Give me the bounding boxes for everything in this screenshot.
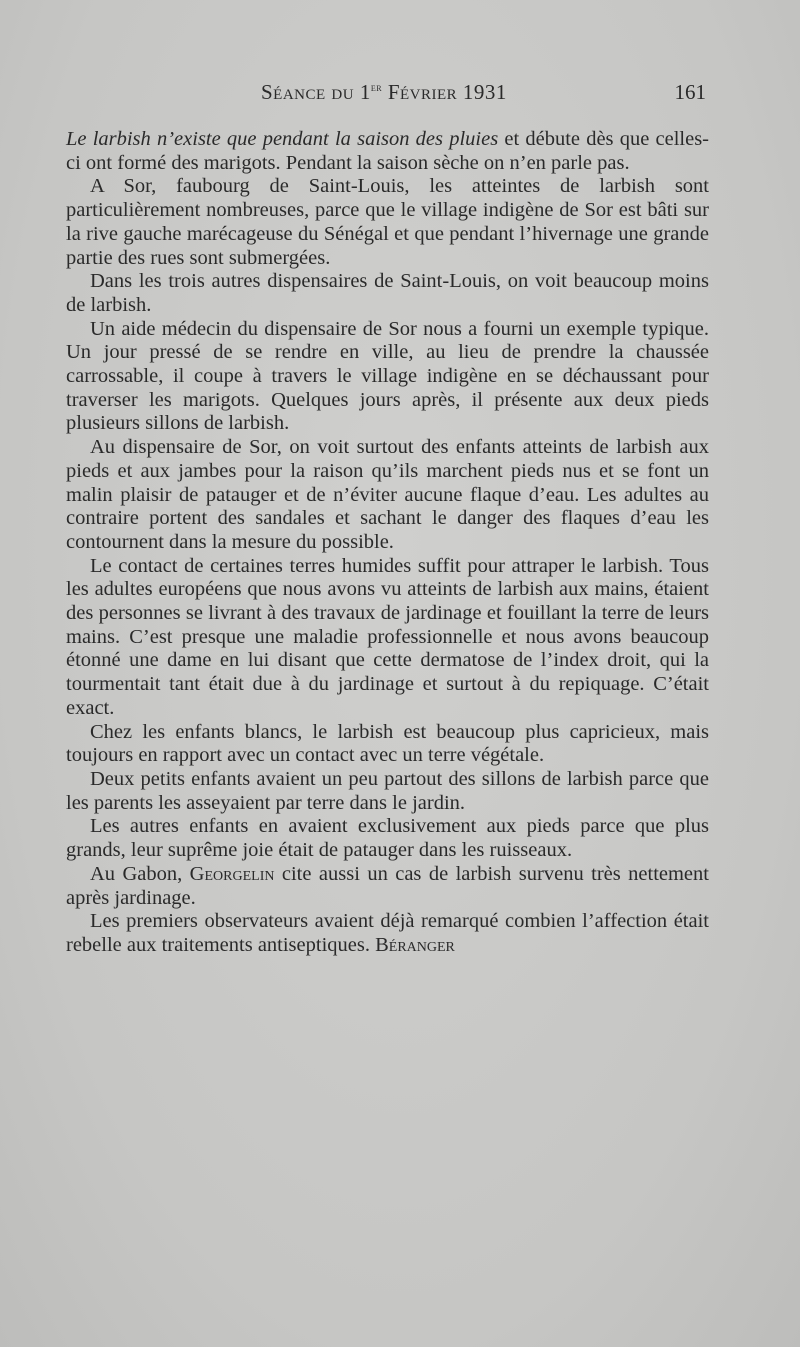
author-name-beranger: Béranger	[375, 933, 455, 956]
page-number: 161	[674, 80, 706, 104]
paragraph-6: Le contact de certaines terres humides suffit pour attraper le larbish. Tous les adultes européens que nous avons vu atteints de larbish aux mains, étaient des personnes se livrant à des travaux de jardinage et fouillant la terre de leurs mains. C’est presque une maladie professionnelle et nous avons beaucoup étonné une dame en lui disant que cette dermatose de l’index droit, qui la tourmentait tant était due à du jardinage et surtout à du repiquage. C’était exact.	[66, 554, 709, 719]
running-title-superscript: er	[370, 82, 383, 94]
paragraph-2: A Sor, faubourg de Saint-Louis, les atteintes de larbish sont particulièrement nombreuses, parce que le village indigène de Sor est bâti sur la rive gauche marécageuse du Sénégal et que pendant l’hivernage une grande partie des rues sont submergées.	[66, 175, 709, 269]
paragraph-10-text-a: Au Gabon,	[90, 862, 190, 885]
paragraph-10	[66, 863, 709, 910]
paragraph-1-text: et débute dès que celles-ci ont formé des marigots. Pendant la saison sèche on n’en parle pas.	[66, 128, 709, 174]
page-header	[66, 80, 706, 108]
running-title-text: Séance du 1	[261, 80, 371, 104]
paragraph-4: Un aide médecin du dispensaire de Sor nous a fourni un exemple typique. Un jour pressé de se rendre en ville, au lieu de prendre la chaussée carrossable, il coupe à travers le village indigène en se déchaussant pour traverser les marigots. Quelques jours après, il présente aux deux pieds plusieurs sillons de larbish.	[66, 317, 709, 435]
running-title-date: Février 1931	[382, 80, 507, 104]
running-title	[261, 80, 507, 105]
paragraph-1-italic-lead: Le larbish n’existe que pendant la saison des pluies	[66, 128, 499, 150]
paragraph-3: Dans les trois autres dispensaires de Saint-Louis, on voit beaucoup moins de larbish.	[66, 270, 709, 316]
paragraph-9: Les autres enfants en avaient exclusivement aux pieds parce que plus grands, leur suprême joie était de patauger dans les ruisseaux.	[66, 815, 709, 862]
author-name-georgelin: Georgelin	[189, 862, 275, 885]
paragraph-8: Deux petits enfants avaient un peu partout des sillons de larbish parce que les parents les asseyaient par terre dans le jardin.	[66, 767, 709, 814]
paragraph-7: Chez les enfants blancs, le larbish est beaucoup plus capricieux, mais toujours en rapport avec un contact avec un terre végétale.	[66, 720, 709, 767]
paragraph-10-text-b: cite aussi un cas de larbish survenu très nettement après jardinage.	[66, 862, 709, 909]
paragraph-11-text: Les premiers observateurs avaient déjà remarqué combien l’affection était rebelle aux traitements antiseptiques.	[66, 910, 709, 956]
body-text	[66, 128, 709, 958]
paragraph-1	[66, 128, 709, 175]
paragraph-11	[66, 910, 709, 957]
paragraph-5: Au dispensaire de Sor, on voit surtout des enfants atteints de larbish aux pieds et aux jambes pour la raison qu’ils marchent pieds nus et se font un malin plaisir de patauger et de n’éviter aucune flaque d’eau. Les adultes au contraire portent des sandales et sachant le danger des flaques d’eau les contournent dans la mesure du possible.	[66, 436, 709, 553]
